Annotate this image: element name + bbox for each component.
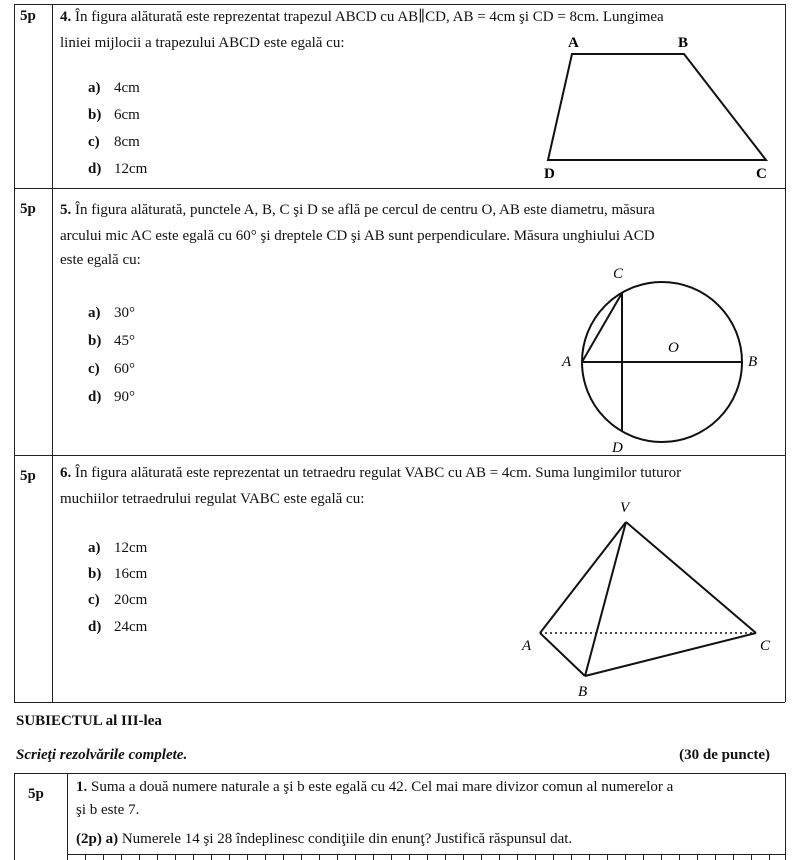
grid-line: [175, 854, 176, 860]
vertex-label: V: [620, 500, 630, 516]
option-letter: c): [88, 592, 100, 608]
point-label: B: [748, 354, 758, 370]
option-letter: b): [88, 333, 102, 349]
option-text: 45°: [114, 333, 135, 349]
grid-line: [301, 854, 302, 860]
option-letter: d): [88, 389, 102, 405]
problem-statement: [76, 777, 673, 797]
option-letter: d): [88, 619, 102, 635]
vertex-label: A: [522, 638, 532, 654]
table-border-top: [14, 773, 785, 774]
problem-text-line: În figura alăturată este reprezentat trapezul ABCD cu AB∥CD, AB = 4cm şi CD = 8cm. Lungimea: [75, 9, 664, 25]
grid-line: [283, 854, 284, 860]
grid-line: [85, 854, 86, 860]
point-label: C: [613, 266, 624, 282]
grid-line: [445, 854, 446, 860]
grid-line: [679, 854, 680, 860]
edge-bc: [585, 633, 756, 676]
edge-ab: [540, 633, 585, 676]
problem-number: 1.: [76, 779, 88, 795]
problem-text-line: este egală cu:: [60, 252, 141, 268]
option-letter: a): [88, 80, 101, 96]
grid-line: [193, 854, 194, 860]
grid-line: [319, 854, 320, 860]
grid-line: [625, 854, 626, 860]
option-letter: b): [88, 107, 102, 123]
table-border-right: [785, 773, 786, 860]
edge-vb: [585, 522, 626, 676]
grid-line: [751, 854, 752, 860]
sub-text: Numerele 14 şi 28 îndeplinesc condiţiile din enunţ? Justifică răspunsul dat.: [121, 831, 573, 847]
grid-line: [697, 854, 698, 860]
edge-va: [540, 522, 626, 633]
grid-line: [499, 854, 500, 860]
problem-number: 5.: [60, 202, 72, 218]
option-text: 6cm: [114, 107, 140, 123]
grid-line: [517, 854, 518, 860]
option-letter: a): [88, 305, 101, 321]
option-text: 20cm: [114, 592, 148, 608]
option-text: 12cm: [114, 540, 148, 556]
grid-line: [409, 854, 410, 860]
grid-line: [211, 854, 212, 860]
section-instructions: Scrieţi rezolvările complete.: [16, 747, 188, 763]
grid-line: [427, 854, 428, 860]
grid-line: [373, 854, 374, 860]
problem-text-line: muchiilor tetraedrului regulat VABC este egală cu:: [60, 491, 365, 507]
sub-points: (2p): [76, 831, 102, 847]
point-label: O: [668, 340, 679, 356]
section-title: SUBIECTUL al III-lea: [16, 713, 162, 729]
problem-points: 5p: [20, 468, 36, 484]
option-letter: b): [88, 566, 102, 582]
table-border-left: [14, 773, 15, 860]
grid-line: [715, 854, 716, 860]
grid-line: [463, 854, 464, 860]
vertex-label: C: [760, 638, 771, 654]
grid-line: [229, 854, 230, 860]
grid-line: [157, 854, 158, 860]
grid-line: [535, 854, 536, 860]
grid-line: [247, 854, 248, 860]
points-column-divider: [67, 773, 68, 860]
grid-line: [733, 854, 734, 860]
grid-line: [481, 854, 482, 860]
option-letter: c): [88, 361, 100, 377]
problem-text-line: liniei mijlocii a trapezului ABCD este egală cu:: [60, 35, 345, 51]
problem-text-line: Suma a două numere naturale a şi b este egală cu 42. Cel mai mare divizor comun al numerelor a: [91, 779, 674, 795]
grid-line: [607, 854, 608, 860]
option-text: 8cm: [114, 134, 140, 150]
vertex-label: B: [578, 684, 588, 700]
option-text: 24cm: [114, 619, 148, 635]
problem-text-line: În figura alăturată este reprezentat un tetraedru regulat VABC cu AB = 4cm. Suma lungimilor tuturor: [75, 465, 682, 481]
option-text: 90°: [114, 389, 135, 405]
problem-text-line: arcului mic AC este egală cu 60° şi dreptele CD şi AB sunt perpendiculare. Măsura unghiului ACD: [60, 228, 655, 244]
vertex-label: A: [568, 35, 579, 51]
grid-line: [553, 854, 554, 860]
grid-line: [643, 854, 644, 860]
point-label: D: [612, 440, 623, 456]
problem-points: 5p: [20, 8, 36, 24]
option-text: 4cm: [114, 80, 140, 96]
grid-line: [589, 854, 590, 860]
sub-letter: a): [105, 831, 119, 847]
grid-line: [391, 854, 392, 860]
option-letter: c): [88, 134, 100, 150]
problem-text-line: şi b este 7.: [76, 802, 140, 818]
option-letter: a): [88, 540, 101, 556]
option-letter: d): [88, 161, 102, 177]
grid-line: [337, 854, 338, 860]
vertex-label: B: [678, 35, 689, 51]
problem-text-line: În figura alăturată, punctele A, B, C şi D se află pe cercul de centru O, AB este diametru, măsura: [75, 202, 655, 218]
problem-number: 4.: [60, 9, 72, 25]
grid-line: [661, 854, 662, 860]
option-text: 16cm: [114, 566, 148, 582]
grid-line: [121, 854, 122, 860]
grid-line: [265, 854, 266, 860]
problem-points: 5p: [28, 786, 44, 802]
grid-line: [769, 854, 770, 860]
grid-line: [571, 854, 572, 860]
vertex-label: D: [544, 166, 555, 182]
vertex-label: C: [756, 166, 767, 182]
sub-question: [76, 829, 572, 849]
grid-line: [103, 854, 104, 860]
option-text: 12cm: [114, 161, 148, 177]
answer-grid[interactable]: [67, 854, 785, 860]
grid-line: [355, 854, 356, 860]
option-text: 60°: [114, 361, 135, 377]
grid-line: [139, 854, 140, 860]
section-total-points: (30 de puncte): [679, 747, 770, 763]
edge-vc: [626, 522, 756, 633]
point-label: A: [562, 354, 572, 370]
problem-points: 5p: [20, 201, 36, 217]
option-text: 30°: [114, 305, 135, 321]
problem-number: 6.: [60, 465, 72, 481]
grid-line: [67, 854, 68, 860]
